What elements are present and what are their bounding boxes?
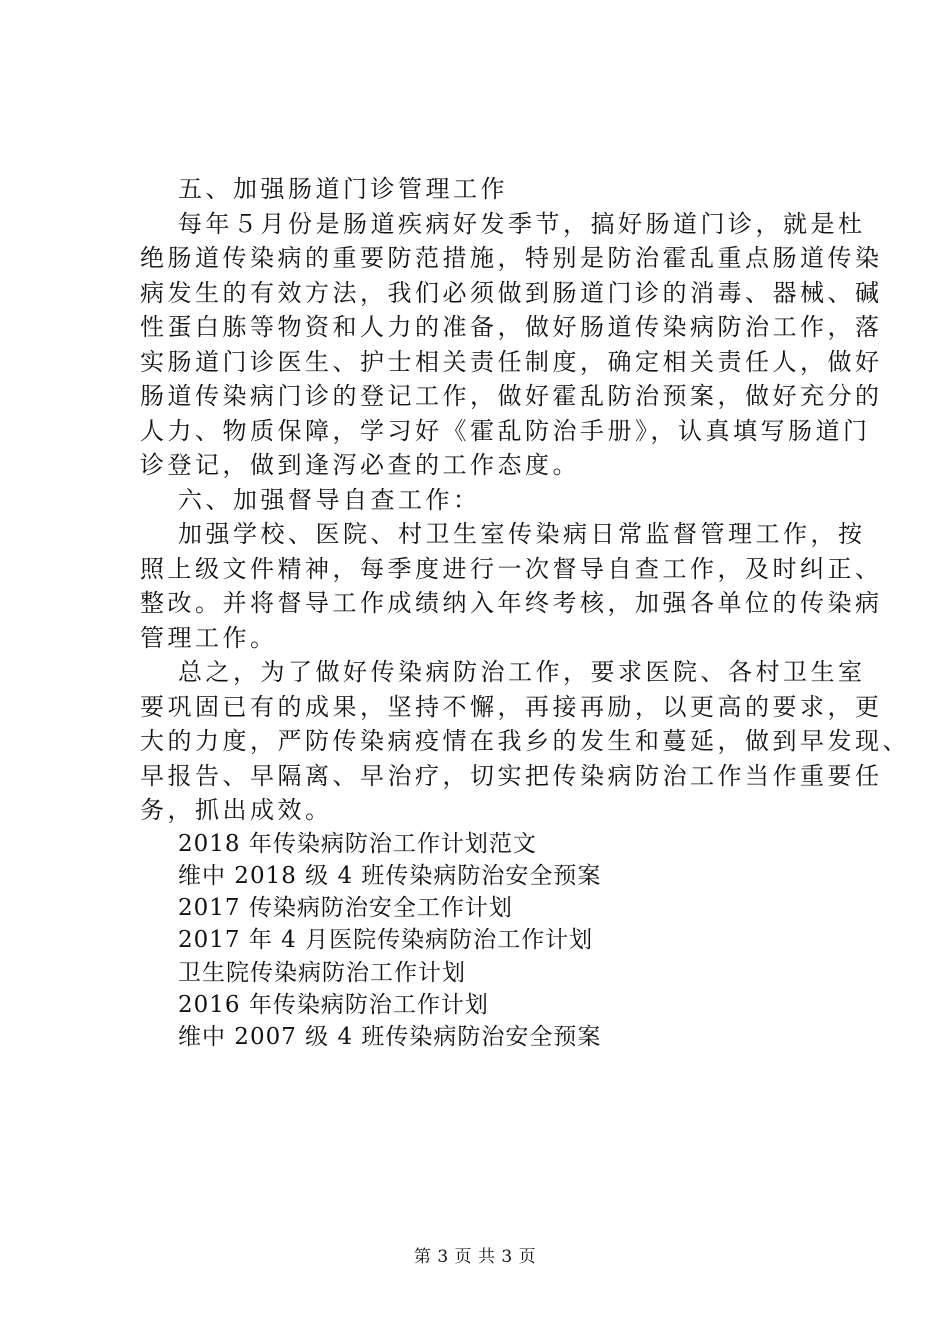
document-body xyxy=(140,172,910,1054)
section-5-paragraph-line: 人力、物质保障，学习好《霍乱防治手册》，认真填写肠道门 xyxy=(140,416,871,445)
summary-paragraph-line: 早报告、早隔离、早治疗，切实把传染病防治工作当作重要任 xyxy=(140,761,883,790)
summary-paragraph-line: 务，抓出成效。 xyxy=(140,796,333,824)
section-5-paragraph-line: 性蛋白胨等物资和人力的准备，做好肠道传染病防治工作，落 xyxy=(140,313,883,341)
related-documents-list xyxy=(140,828,835,1054)
summary-paragraph-line: 要巩固已有的成果，坚持不懈，再接再励，以更高的要求，更 xyxy=(140,692,883,721)
section-5-paragraph-line: 实肠道门诊医生、护士相关责任制度，确定相关责任人，做好 xyxy=(140,347,883,376)
section-5-heading: 五、加强肠道门诊管理工作 xyxy=(178,175,508,203)
related-document-link[interactable]: 2017 年 4 月医院传染病防治工作计划 xyxy=(178,927,594,954)
related-document-link[interactable]: 维中 2018 级 4 班传染病防治安全预案 xyxy=(178,862,602,889)
related-document-link[interactable]: 卫生院传染病防治工作计划 xyxy=(178,959,466,986)
section-6-paragraph-line: 整改。并将督导工作成绩纳入年终考核，加强各单位的传染病 xyxy=(140,589,883,617)
section-6-paragraph-line: 加强学校、医院、村卫生室传染病日常监督管理工作，按 xyxy=(178,520,866,548)
page-footer: 第 3 页 共 3 页 xyxy=(413,1247,537,1267)
section-6-heading: 六、加强督导自查工作： xyxy=(178,485,481,514)
section-6-paragraph-line: 照上级文件精神，每季度进行一次督导自查工作，及时纠正、 xyxy=(140,554,883,583)
summary-paragraph-line: 总之，为了做好传染病防治工作，要求医院、各村卫生室 xyxy=(178,658,866,686)
related-document-link[interactable]: 2018 年传染病防治工作计划范文 xyxy=(178,830,537,857)
section-6-paragraph-line: 管理工作。 xyxy=(140,623,278,652)
related-document-link[interactable]: 2016 年传染病防治工作计划 xyxy=(178,991,489,1018)
section-5-paragraph-line: 肠道传染病门诊的登记工作，做好霍乱防治预案，做好充分的 xyxy=(140,382,883,410)
summary-paragraph-line: 大的力度，严防传染病疫情在我乡的发生和蔓延，做到早发现、 xyxy=(140,727,910,755)
section-5-paragraph-line: 绝肠道传染病的重要防范措施，特别是防治霍乱重点肠道传染 xyxy=(140,244,883,272)
section-5-paragraph-line: 病发生的有效方法，我们必须做到肠道门诊的消毒、器械、碱 xyxy=(140,278,883,307)
section-5-paragraph-line: 诊登记，做到逢泻必查的工作态度。 xyxy=(140,451,580,479)
related-document-link[interactable]: 2017 传染病防治安全工作计划 xyxy=(178,895,513,922)
section-5-paragraph-line: 每年５月份是肠道疾病好发季节，搞好肠道门诊，就是杜 xyxy=(178,209,866,238)
related-document-link[interactable]: 维中 2007 级 4 班传染病防治安全预案 xyxy=(178,1024,602,1051)
